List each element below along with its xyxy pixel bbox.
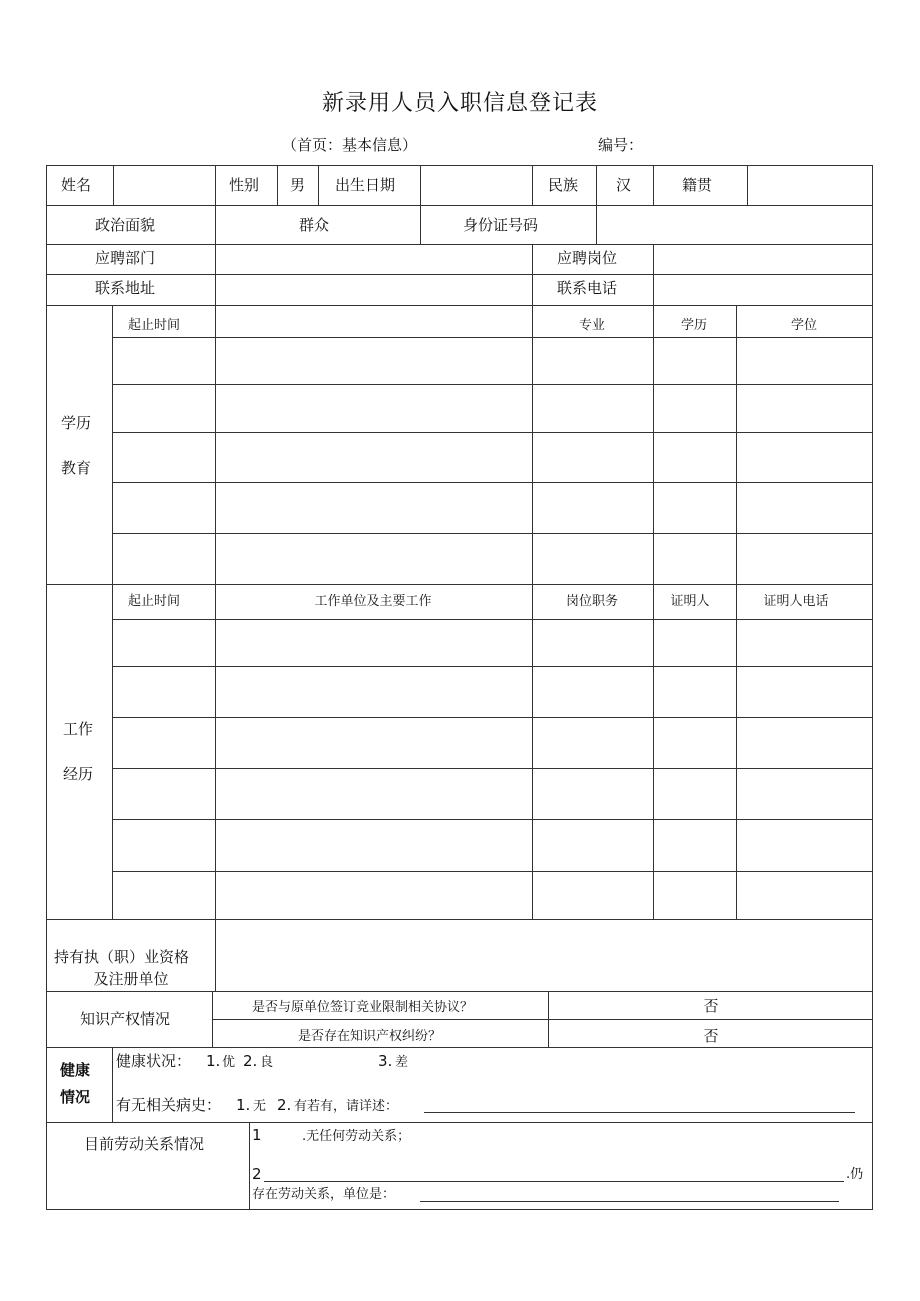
work-header-employer: 工作单位及主要工作	[314, 594, 432, 609]
labor-opt1-num: 1	[252, 1126, 262, 1144]
form-number-label: 编号：	[598, 136, 644, 154]
education-section-label-2: 教育	[61, 459, 92, 477]
health-opt-good[interactable]: 优	[222, 1055, 236, 1070]
medical-history-label: 有无相关病史：	[116, 1096, 222, 1114]
labor-opt2-line[interactable]	[264, 1181, 844, 1182]
work-header-position: 岗位职务	[565, 594, 619, 609]
work-header-period: 起止时间	[128, 594, 181, 609]
name-label: 姓名	[61, 176, 92, 194]
ip-label: 知识产权情况	[80, 1010, 171, 1028]
work-section-label-2: 经历	[63, 765, 94, 783]
health-section-label-2: 情况	[60, 1088, 91, 1106]
ethnic-field[interactable]: 汉	[616, 176, 632, 194]
labor-employer-label: 存在劳动关系，单位是：	[252, 1187, 396, 1202]
political-status-label: 政治面貌	[95, 216, 156, 234]
edu-header-major: 专业	[578, 318, 606, 333]
history-opt-none[interactable]: 无	[253, 1099, 267, 1114]
history-opt2-num: 2.	[277, 1096, 292, 1114]
health-opt3-num: 3.	[378, 1052, 393, 1070]
gender-label: 性别	[229, 176, 260, 194]
history-opt1-num: 1.	[236, 1096, 251, 1114]
native-place-label: 籍贯	[682, 176, 713, 194]
id-number-label: 身份证号码	[463, 216, 539, 234]
edu-header-period: 起止时间	[128, 318, 181, 333]
health-opt-fair[interactable]: 良	[260, 1055, 274, 1070]
gender-field[interactable]: 男	[290, 176, 306, 194]
labor-relation-label: 目前劳动关系情况	[84, 1135, 205, 1153]
ip-dispute-question: 是否存在知识产权纠纷？	[298, 1029, 442, 1044]
applied-post-label: 应聘岗位	[557, 249, 618, 267]
labor-opt2-tail: .仍	[846, 1167, 864, 1182]
health-section-label: 健康	[60, 1061, 91, 1079]
phone-label: 联系电话	[557, 279, 618, 297]
labor-employer-line[interactable]	[420, 1201, 839, 1202]
history-detail-line[interactable]	[424, 1112, 855, 1113]
history-opt-yes[interactable]: 有若有，请详述：	[294, 1099, 399, 1114]
education-section-label: 学历	[61, 414, 92, 432]
applied-dept-label: 应聘部门	[95, 249, 156, 267]
work-header-referee: 证明人	[670, 594, 710, 609]
health-opt2-num: 2.	[243, 1052, 258, 1070]
edu-header-academic-degree: 学位	[790, 318, 818, 333]
edu-header-degree: 学历	[680, 318, 708, 333]
political-status-field[interactable]: 群众	[299, 216, 330, 234]
ip-noncompete-question: 是否与原单位签订竞业限制相关协议？	[252, 1000, 474, 1015]
health-opt-poor[interactable]: 差	[395, 1055, 409, 1070]
qualification-label: 持有执（职）业资格	[54, 948, 190, 966]
form-title: 新录用人员入职信息登记表	[321, 91, 598, 116]
ethnic-label: 民族	[548, 176, 579, 194]
ip-noncompete-answer[interactable]: 否	[703, 997, 719, 1015]
labor-opt2-num: 2	[252, 1165, 262, 1183]
form-subtitle: （首页：基本信息）	[282, 136, 418, 154]
address-label: 联系地址	[95, 279, 156, 297]
health-status-label: 健康状况：	[116, 1052, 192, 1070]
health-opt1-num: 1.	[206, 1052, 221, 1070]
work-section-label: 工作	[63, 720, 94, 738]
labor-opt-none[interactable]: .无任何劳动关系；	[302, 1129, 411, 1144]
work-header-referee-phone: 证明人电话	[763, 594, 829, 609]
ip-dispute-answer[interactable]: 否	[703, 1027, 719, 1045]
qualification-label-2: 及注册单位	[93, 970, 169, 988]
birth-date-label: 出生日期	[335, 176, 396, 194]
